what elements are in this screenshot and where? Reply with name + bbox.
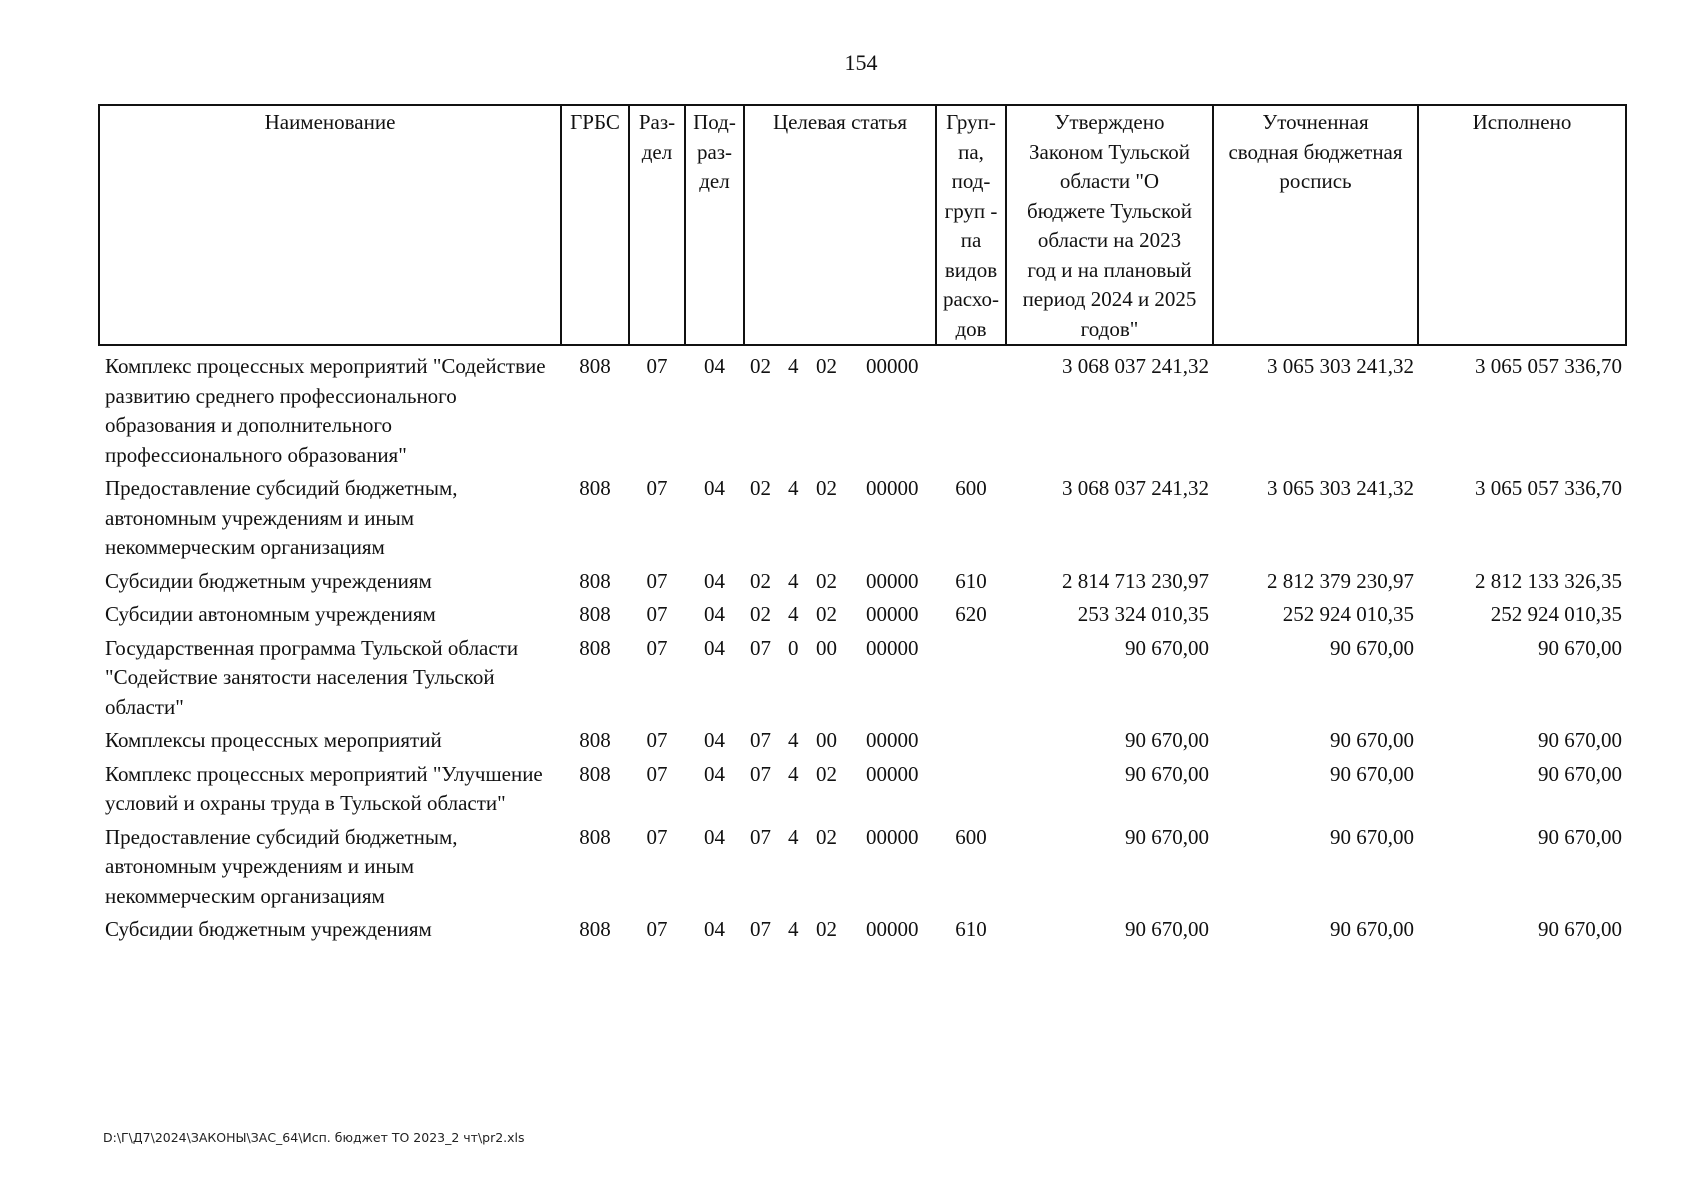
table-row — [99, 596, 1626, 630]
cell-executed: 90 670,00 — [1538, 635, 1622, 660]
target-subprogram: 4 — [788, 602, 799, 626]
cell-executed: 3 065 057 336,70 — [1475, 476, 1622, 500]
cell-target-article — [744, 756, 936, 819]
cell-expense-group — [936, 722, 1006, 756]
cell-approved: 90 670,00 — [1125, 635, 1209, 660]
header-grbs: ГРБС — [561, 105, 629, 345]
target-direction: 00000 — [866, 635, 919, 660]
target-direction: 00000 — [866, 824, 919, 849]
cell-podrazdel: 04 — [704, 728, 725, 752]
cell-razdel: 07 — [646, 635, 668, 660]
target-subprogram: 4 — [788, 917, 799, 941]
target-event: 00 — [816, 728, 837, 752]
target-event: 02 — [816, 568, 837, 593]
target-event: 02 — [816, 917, 837, 941]
cell-razdel: 07 — [646, 728, 668, 752]
cell-target-article — [744, 470, 936, 563]
cell-name: Субсидии автономным учреждениям — [105, 602, 436, 626]
cell-expense-group: 610 — [955, 568, 987, 593]
cell-grbs: 808 — [579, 476, 611, 500]
cell-name: Предоставление субсидий бюджетным, автономным учреждениям и иным некоммерческим организациям — [105, 476, 458, 559]
cell-razdel: 07 — [646, 761, 668, 786]
target-event: 02 — [816, 761, 837, 786]
cell-refined: 90 670,00 — [1330, 635, 1414, 660]
file-path-footer: D:\Г\Д7\2024\ЗАКОНЫ\ЗАС_64\Исп. бюджет ТО 2023_2 чт\pr2.xls — [103, 1130, 525, 1145]
cell-expense-group: 610 — [955, 917, 987, 941]
cell-refined: 90 670,00 — [1330, 824, 1414, 849]
target-event: 02 — [816, 602, 837, 626]
table-row — [99, 563, 1626, 597]
header-razdel: Раз- дел — [629, 105, 685, 345]
cell-target-article — [744, 819, 936, 912]
cell-approved: 90 670,00 — [1125, 917, 1209, 941]
cell-name: Комплекс процессных мероприятий "Улучшение условий и охраны труда в Тульской области" — [105, 761, 543, 815]
cell-podrazdel: 04 — [704, 635, 725, 660]
cell-name: Государственная программа Тульской области "Содействие занятости населения Тульской области" — [105, 635, 519, 719]
target-program: 02 — [750, 568, 771, 593]
cell-executed: 90 670,00 — [1538, 917, 1622, 941]
cell-approved: 90 670,00 — [1125, 761, 1209, 786]
target-program: 07 — [750, 824, 771, 849]
cell-expense-group — [936, 756, 1006, 819]
cell-razdel: 07 — [646, 476, 668, 500]
header-refined: Уточненная сводная бюджетная роспись — [1213, 105, 1418, 345]
target-event: 02 — [816, 354, 837, 378]
target-subprogram: 4 — [788, 568, 799, 593]
cell-podrazdel: 04 — [704, 568, 725, 593]
cell-expense-group: 600 — [955, 476, 987, 500]
cell-refined: 3 065 303 241,32 — [1267, 354, 1414, 378]
cell-grbs: 808 — [579, 761, 611, 786]
cell-razdel: 07 — [646, 602, 668, 626]
cell-refined: 90 670,00 — [1330, 761, 1414, 786]
cell-executed: 252 924 010,35 — [1490, 602, 1622, 626]
table-row — [99, 470, 1626, 563]
target-event: 02 — [816, 476, 837, 500]
target-subprogram: 4 — [788, 476, 799, 500]
table-row — [99, 819, 1626, 912]
cell-expense-group — [936, 345, 1006, 470]
table-row — [99, 722, 1626, 756]
cell-approved: 2 814 713 230,97 — [1062, 568, 1209, 593]
target-program: 07 — [750, 635, 771, 660]
cell-executed: 90 670,00 — [1538, 728, 1622, 752]
cell-grbs: 808 — [579, 728, 611, 752]
cell-target-article — [744, 630, 936, 723]
cell-name: Комплексы процессных мероприятий — [105, 728, 442, 752]
cell-podrazdel: 04 — [704, 761, 725, 786]
target-direction: 00000 — [866, 354, 919, 378]
cell-target-article — [744, 345, 936, 470]
header-name: Наименование — [99, 105, 561, 345]
cell-refined: 90 670,00 — [1330, 728, 1414, 752]
cell-razdel: 07 — [646, 917, 668, 941]
target-direction: 00000 — [866, 761, 919, 786]
cell-approved: 90 670,00 — [1125, 728, 1209, 752]
cell-expense-group: 600 — [955, 824, 987, 849]
target-subprogram: 4 — [788, 761, 799, 786]
cell-grbs: 808 — [579, 824, 611, 849]
header-target-article: Целевая статья — [744, 105, 936, 345]
header-expense-group: Груп- па, под- груп - па видов расхо- дов — [936, 105, 1006, 345]
cell-approved: 3 068 037 241,32 — [1062, 476, 1209, 500]
cell-executed: 90 670,00 — [1538, 761, 1622, 786]
cell-approved: 90 670,00 — [1125, 824, 1209, 849]
cell-name: Субсидии бюджетным учреждениям — [105, 917, 432, 941]
cell-razdel: 07 — [646, 568, 668, 593]
target-direction: 00000 — [866, 476, 919, 500]
cell-razdel: 07 — [646, 824, 668, 849]
cell-approved: 253 324 010,35 — [1077, 602, 1209, 626]
cell-razdel: 07 — [646, 354, 668, 378]
cell-approved: 3 068 037 241,32 — [1062, 354, 1209, 378]
target-direction: 00000 — [866, 917, 919, 941]
cell-refined: 90 670,00 — [1330, 917, 1414, 941]
cell-expense-group — [936, 630, 1006, 723]
target-program: 02 — [750, 476, 771, 500]
cell-name: Предоставление субсидий бюджетным, автономным учреждениям и иным некоммерческим организациям — [105, 824, 458, 908]
cell-refined: 2 812 379 230,97 — [1267, 568, 1414, 593]
cell-podrazdel: 04 — [704, 602, 725, 626]
cell-executed: 90 670,00 — [1538, 824, 1622, 849]
cell-executed: 3 065 057 336,70 — [1475, 354, 1622, 378]
target-subprogram: 4 — [788, 728, 799, 752]
cell-executed: 2 812 133 326,35 — [1475, 568, 1622, 593]
table-row — [99, 911, 1626, 945]
cell-target-article — [744, 596, 936, 630]
table-row — [99, 630, 1626, 723]
cell-podrazdel: 04 — [704, 354, 725, 378]
target-program: 07 — [750, 917, 771, 941]
cell-name: Субсидии бюджетным учреждениям — [105, 568, 432, 593]
cell-target-article — [744, 563, 936, 597]
cell-podrazdel: 04 — [704, 824, 725, 849]
cell-refined: 3 065 303 241,32 — [1267, 476, 1414, 500]
table-row — [99, 756, 1626, 819]
header-row — [99, 105, 1626, 345]
target-direction: 00000 — [866, 602, 919, 626]
target-event: 00 — [816, 635, 837, 660]
cell-refined: 252 924 010,35 — [1282, 602, 1414, 626]
target-program: 07 — [750, 728, 771, 752]
cell-grbs: 808 — [579, 917, 611, 941]
cell-podrazdel: 04 — [704, 917, 725, 941]
header-approved: Утверждено Законом Тульской области "О бюджете Тульской области на 2023 год и на плановый период 2024 и 2025 годов" — [1006, 105, 1213, 345]
cell-name: Комплекс процессных мероприятий "Содействие развитию среднего профессионального образования и дополнительного профессионального образования" — [105, 354, 546, 467]
cell-grbs: 808 — [579, 635, 611, 660]
target-subprogram: 0 — [788, 635, 799, 660]
cell-podrazdel: 04 — [704, 476, 725, 500]
target-program: 02 — [750, 354, 771, 378]
target-direction: 00000 — [866, 568, 919, 593]
cell-grbs: 808 — [579, 568, 611, 593]
table-row — [99, 345, 1626, 470]
target-subprogram: 4 — [788, 354, 799, 378]
header-podrazdel: Под- раз- дел — [685, 105, 744, 345]
cell-target-article — [744, 722, 936, 756]
cell-grbs: 808 — [579, 354, 611, 378]
target-event: 02 — [816, 824, 837, 849]
header-executed: Исполнено — [1418, 105, 1626, 345]
target-program: 07 — [750, 761, 771, 786]
target-direction: 00000 — [866, 728, 919, 752]
page-number: 154 — [844, 50, 878, 75]
cell-expense-group: 620 — [955, 602, 987, 626]
cell-target-article — [744, 911, 936, 945]
target-subprogram: 4 — [788, 824, 799, 849]
cell-grbs: 808 — [579, 602, 611, 626]
budget-table — [98, 104, 1627, 945]
target-program: 02 — [750, 602, 771, 626]
